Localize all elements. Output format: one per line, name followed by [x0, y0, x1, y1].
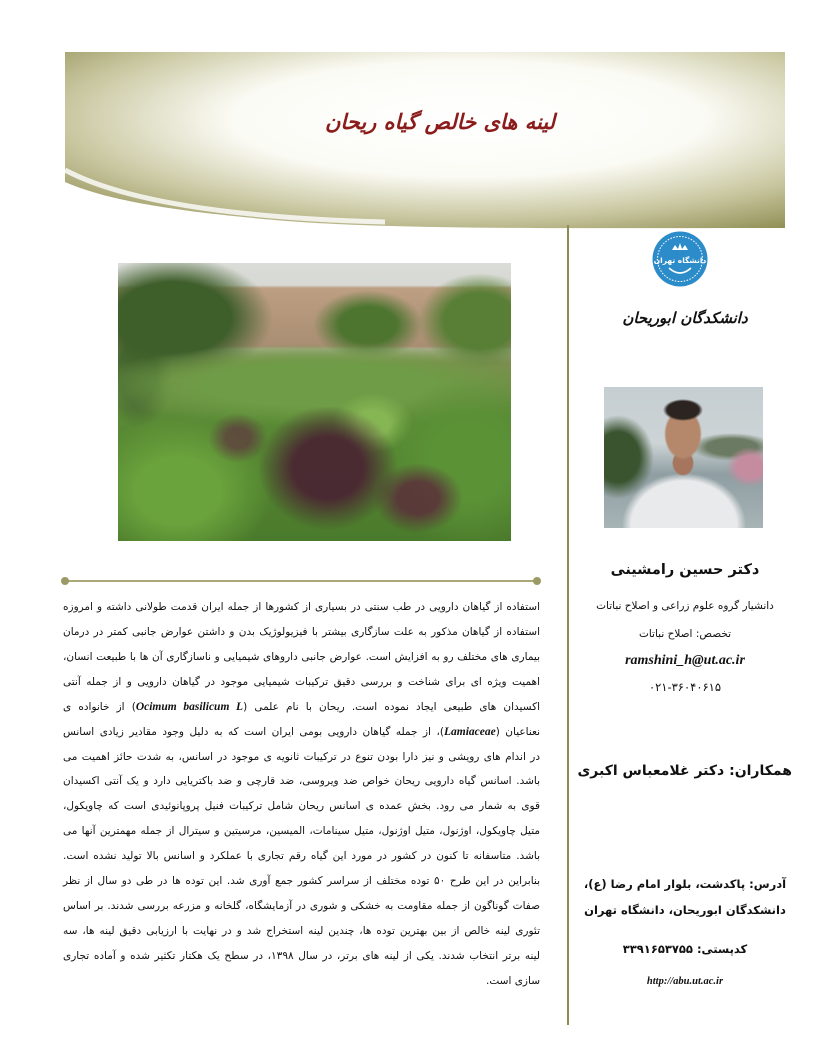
address-line-1: آدرس: پاکدشت، بلوار امام رضا (ع)،	[583, 877, 787, 891]
body-line: باشد. متاسفانه تا کنون در کشور در مورد این گیاه رقم تجاری با عملکرد و اسانس بالا تولید نشده است.	[63, 850, 540, 863]
section-rule	[66, 580, 536, 582]
body-line	[63, 695, 540, 720]
body-line-text: )، از جمله گیاهان دارویی بومی ایران است که به دلیل وجود مقادیر زیادی اسانس	[63, 725, 444, 738]
body-line: سازی است.	[486, 974, 540, 987]
body-line: قوی به شمار می رود. بخش عمده ی اسانس ریحان شامل ترکیبات فنیل پروپانوئیدی است که چاویکول،	[63, 800, 540, 813]
researcher-name: دکتر حسین رامشینی	[610, 562, 760, 578]
body-line: لینه برتر انتخاب شدند. یکی از لینه های برتر، در سال ۱۳۹۸، در سطح یک هکتار تکثیر شده و آماده تجاری	[63, 949, 540, 962]
body-line: صفات گوناگون از جمله مقاومت به خشکی و شوری در آزمایشگاه، گلخانه و مزرعه بررسی شدند. بر اساس	[63, 900, 540, 913]
researcher-phone: ۰۲۱-۳۶۰۴۰۶۱۵	[648, 680, 722, 694]
body-paragraph	[63, 595, 540, 994]
body-line: متیل چاویکول، اوژنول، متیل اوژنول، متیل سینامات، المیسین، مرسیتین و سیترال از جمله مهمترین آنها می	[63, 825, 540, 838]
body-line: در اندام های رویشی و نیز دارا بودن تنوع در ترکیبات ثانویه ی موجود در اسانس، به شدت حائز اهمیت می	[63, 750, 540, 763]
scientific-name: Ocimum basilicum L	[135, 700, 244, 713]
body-line: باشد. اسانس گیاه دارویی ریحان خواص ضد ویروسی، ضد قارچی و ضد باکتریایی دارد و یک آنتی اکسیدان	[63, 775, 540, 788]
postal-code: کدپستی: ۳۳۹۱۶۵۳۷۵۵	[622, 942, 748, 956]
family-name: Lamiaceae	[443, 725, 496, 738]
rule-dot-left	[61, 577, 69, 585]
column-divider	[567, 225, 569, 1025]
body-line: تئوری لینه خالص از بین بهترین توده ها، چندین لینه استخراج شد و در نهایت با ارزیابی دقیق لینه ها، سه	[63, 924, 540, 937]
body-line: اهمیت ویژه ای برای شناخت و بررسی دقیق ترکیبات شیمیایی موجود در گیاهان دارویی و از جمله آنتی	[63, 675, 540, 688]
body-line: استفاده از گیاهان دارویی در طب سنتی در بسیاری از کشورها از جمله ایران قدمت طولانی داشته و امروزه	[63, 601, 540, 613]
body-line-text: ) از خانواده ی	[63, 700, 136, 713]
body-line: استفاده از گیاهان مذکور به علت سازگاری بیشتر با فیزیولوژیک بدن و داشتن عوارض جانبی کمتر در درمان	[63, 625, 540, 638]
rule-dot-right	[533, 577, 541, 585]
poster-title: لینه های خالص گیاه ریحان	[324, 110, 556, 134]
body-line: بنابراین در این طرح ۵۰ توده مختلف از سراسر کشور جمع آوری شد. این توده ها در طی دو سال از نظر	[63, 875, 540, 888]
header-banner	[65, 52, 785, 230]
body-line	[63, 720, 540, 745]
basil-field-photo	[118, 263, 511, 541]
body-line-text: اکسیدان های طبیعی ایجاد نموده است. ریحان با نام علمی (	[243, 700, 540, 713]
website-link[interactable]: http://abu.ut.ac.ir	[646, 976, 724, 987]
researcher-email-link[interactable]: ramshini_h@ut.ac.ir	[625, 653, 745, 668]
body-line-text: نعناعیان (	[495, 725, 540, 738]
collaborators: همکاران: دکتر غلامعباس اکبری	[577, 763, 792, 779]
faculty-name: دانشکدگان ابوریحان	[622, 309, 748, 327]
address-line-2: دانشکدگان ابوریحان، دانشگاه تهران	[584, 903, 786, 917]
researcher-specialty: تخصص: اصلاح نباتات	[638, 628, 732, 640]
researcher-position: دانشیار گروه علوم زراعی و اصلاح نباتات	[596, 600, 774, 612]
body-line: بیماری های مختلف رو به افزایش است. عوارض جانبی داروهای شیمیایی و ناسازگاری آن ها با طبیعت انسان،	[63, 650, 540, 663]
university-logo	[652, 231, 708, 287]
logo-lettering: دانشگاه تهران	[653, 256, 707, 265]
researcher-photo	[604, 387, 763, 528]
